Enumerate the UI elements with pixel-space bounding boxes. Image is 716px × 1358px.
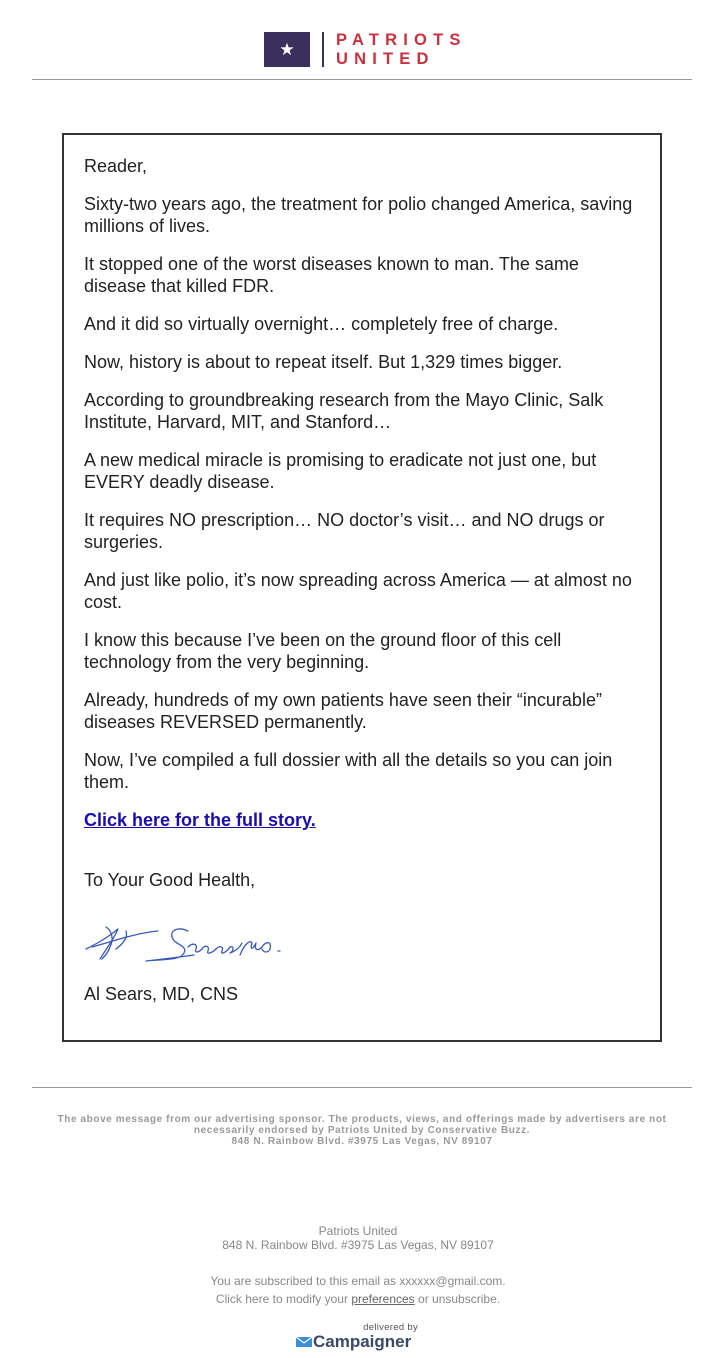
campaigner-wordmark: Campaigner: [313, 1332, 412, 1351]
letter-paragraph: And it did so virtually overnight… completely free of charge.: [84, 314, 559, 334]
header-divider: [32, 79, 692, 80]
footer-org: [0, 1224, 716, 1252]
letter-paragraph: According to groundbreaking research from the Mayo Clinic, Salk Institute, Harvard, MIT, and Stanford…: [84, 390, 604, 432]
full-story-link[interactable]: Click here for the full story.: [84, 810, 316, 830]
signature-image: [84, 921, 284, 965]
campaigner-icon: [296, 1336, 312, 1348]
letter-closing: To Your Good Health,: [84, 870, 256, 890]
letter-paragraph: Sixty-two years ago, the treatment for polio changed America, saving millions of lives.: [84, 194, 633, 236]
letter-paragraph: Now, history is about to repeat itself. But 1,329 times bigger.: [84, 352, 563, 372]
delivered-by-label: delivered by: [363, 1322, 418, 1333]
letter-paragraph: It stopped one of the worst diseases known to man. The same disease that killed FDR.: [84, 254, 579, 296]
campaigner-logo: [296, 1332, 411, 1352]
footer-divider: [32, 1087, 692, 1088]
modify-line: [0, 1290, 716, 1308]
subscribed-text: You are subscribed to this email as xxxxxx@gmail.com.: [210, 1274, 506, 1288]
footer-org-address: 848 N. Rainbow Blvd. #3975 Las Vegas, NV 89107: [222, 1238, 494, 1252]
preferences-link[interactable]: preferences: [351, 1292, 415, 1306]
logo-line-2: UNITED: [336, 50, 435, 68]
disclaimer-text: The above message from our advertising sponsor. The products, views, and offerings made by advertisers are not necessarily endorsed by Patriots United by Conservative Buzz.: [57, 1114, 667, 1136]
logo-wordmark: [336, 31, 467, 69]
advertiser-disclaimer: [52, 1114, 672, 1147]
footer-org-name: Patriots United: [318, 1224, 398, 1238]
letter-body: [84, 155, 640, 1005]
logo-divider: [322, 32, 324, 67]
logo-line-1: PATRIOTS: [336, 31, 467, 49]
letter-box: [62, 133, 662, 1042]
letter-paragraph: I know this because I’ve been on the ground floor of this cell technology from the very beginning.: [84, 630, 562, 672]
footer-subscription: [0, 1272, 716, 1308]
letter-paragraph: A new medical miracle is promising to eradicate not just one, but EVERY deadly disease.: [84, 450, 597, 492]
logo-star-box: [264, 32, 310, 67]
letter-paragraph: It requires NO prescription… NO doctor’s visit… and NO drugs or surgeries.: [84, 510, 605, 552]
signature-name: Al Sears, MD, CNS: [84, 984, 239, 1004]
disclaimer-address: 848 N. Rainbow Blvd. #3975 Las Vegas, NV 89107: [231, 1136, 493, 1147]
modify-prefix: Click here to modify your: [215, 1292, 348, 1306]
letter-paragraph: And just like polio, it’s now spreading across America — at almost no cost.: [84, 570, 632, 612]
star-icon: ★: [279, 40, 295, 59]
modify-suffix: or unsubscribe.: [418, 1292, 501, 1306]
campaigner-badge[interactable]: [296, 1322, 420, 1352]
letter-paragraph: Already, hundreds of my own patients have seen their “incurable” diseases REVERSED permanently.: [84, 690, 602, 732]
letter-paragraph: Now, I’ve compiled a full dossier with all the details so you can join them.: [84, 750, 613, 792]
letter-greeting: Reader,: [84, 156, 148, 176]
